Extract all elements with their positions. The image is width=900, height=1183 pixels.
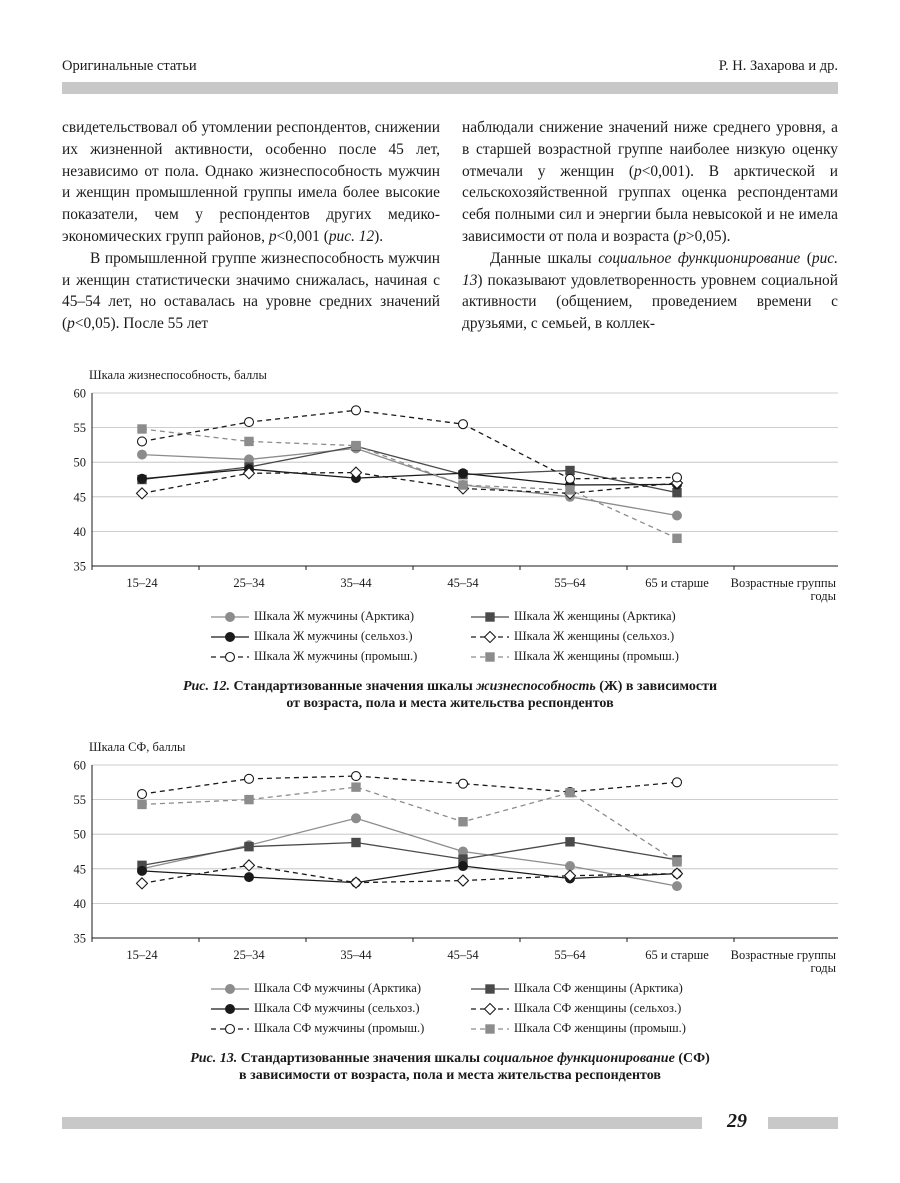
- data-point: [138, 866, 147, 875]
- legend-swatch: [470, 648, 510, 666]
- legend-marker: [226, 1005, 235, 1014]
- footer-rule-right: [768, 1117, 838, 1129]
- y-tick-label: 35: [73, 559, 86, 574]
- x-tick-label: 45–54: [447, 576, 479, 590]
- x-tick-label: 25–34: [233, 576, 265, 590]
- data-point: [245, 842, 253, 850]
- figure-12-caption: Рис. 12. Стандартизованные значения шкалы жизнеспособность (Ж) в зависимости от возраста, пола и места жительства респондентов: [182, 679, 718, 711]
- x-tick-label: 55–64: [554, 576, 586, 590]
- legend-swatch: [470, 1020, 510, 1038]
- y-tick-label: 60: [73, 758, 86, 773]
- y-tick-label: 55: [73, 421, 86, 436]
- legend-swatch: [210, 648, 250, 666]
- series-line: [142, 842, 677, 866]
- legend-swatch: [210, 980, 250, 998]
- data-point: [245, 873, 254, 882]
- text-column-right: [462, 117, 838, 335]
- data-point: [673, 858, 681, 866]
- legend-marker: [486, 653, 494, 661]
- legend-label: Шкала Ж мужчины (Арктика): [254, 609, 414, 623]
- y-tick-label: 60: [73, 386, 86, 401]
- legend-swatch: [470, 1000, 510, 1018]
- series-line: [142, 469, 677, 485]
- legend-marker: [226, 985, 235, 994]
- x-tick-label: 15–24: [126, 576, 158, 590]
- header-rule: [62, 82, 838, 94]
- legend-label: Шкала Ж мужчины (сельхоз.): [254, 629, 413, 643]
- data-point: [352, 772, 361, 781]
- data-point: [138, 450, 147, 459]
- data-point: [672, 868, 683, 879]
- y-tick-label: 50: [73, 455, 86, 470]
- data-point: [459, 862, 468, 871]
- data-point: [673, 534, 681, 542]
- legend-marker: [486, 985, 494, 993]
- y-tick-label: 40: [73, 524, 86, 539]
- data-point: [245, 774, 254, 783]
- data-point: [352, 838, 360, 846]
- series-line: [142, 448, 677, 515]
- legend-swatch: [470, 608, 510, 626]
- chart-vitality-legend: [0, 608, 900, 668]
- legend-marker: [486, 1025, 494, 1033]
- data-point: [245, 437, 253, 445]
- running-header: [62, 58, 838, 80]
- authors: Р. Н. Захарова и др.: [718, 58, 838, 74]
- legend-label: Шкала СФ женщины (Арктика): [514, 981, 683, 995]
- paragraph: свидетельствовал об утомлении респондентов, снижении их жизненной активности, особенно после 45 лет, независимо от пола. Однако жизнеспособность мужчин и женщин промышленной группы имела более высокие показатели, чем у респондентов других медико-экономических групп районов, p<0,001 (рис. 12).: [62, 119, 440, 245]
- figure-13-caption: Рис. 13. Стандартизованные значения шкалы социальное функционирование (СФ) в зависимости от возраста, пола и места жительства респондентов: [190, 1051, 710, 1083]
- x-tick-label: 55–64: [554, 948, 586, 962]
- legend-label: Шкала СФ мужчины (сельхоз.): [254, 1001, 420, 1015]
- footer-rule-left: [62, 1117, 702, 1129]
- page-number: 29: [727, 1110, 747, 1132]
- data-point: [673, 488, 681, 496]
- y-axis-label: Шкала жизнеспособность, баллы: [89, 368, 267, 382]
- data-point: [566, 486, 574, 494]
- data-point: [566, 474, 575, 483]
- paragraph: Данные шкалы социальное функционирование (рис. 13) показывают удовлетворенность уровнем социальной активности (общением, проведением времени с друзьями, с семьей, в коллек-: [462, 249, 838, 333]
- legend-swatch: [210, 628, 250, 646]
- section-title: Оригинальные статьи: [62, 58, 197, 74]
- y-tick-label: 55: [73, 793, 86, 808]
- series-line: [142, 410, 677, 479]
- x-tick-label: 65 и старше: [645, 576, 709, 590]
- y-tick-label: 45: [73, 862, 86, 877]
- legend-swatch: [210, 1000, 250, 1018]
- data-point: [138, 425, 146, 433]
- legend-label: Шкала Ж мужчины (промыш.): [254, 649, 418, 663]
- data-point: [352, 406, 361, 415]
- data-point: [459, 779, 468, 788]
- data-point: [566, 862, 575, 871]
- chart-social-functioning-plot: [0, 732, 900, 982]
- data-point: [458, 875, 469, 886]
- y-tick-label: 50: [73, 827, 86, 842]
- data-point: [138, 790, 147, 799]
- legend-marker: [486, 613, 494, 621]
- data-point: [245, 795, 253, 803]
- legend-swatch: [470, 628, 510, 646]
- legend-label: Шкала Ж женщины (промыш.): [514, 649, 679, 663]
- data-point: [352, 441, 360, 449]
- x-axis-label-unit: годы: [810, 589, 836, 603]
- text-column-left: [62, 117, 440, 335]
- x-axis-label: Возрастные группы: [730, 948, 836, 962]
- data-point: [351, 877, 362, 888]
- data-point: [138, 474, 147, 483]
- chart-social-functioning-legend: [0, 980, 900, 1040]
- y-tick-label: 40: [73, 896, 86, 911]
- data-point: [673, 473, 682, 482]
- data-point: [352, 814, 361, 823]
- data-point: [138, 800, 146, 808]
- x-tick-label: 35–44: [340, 576, 372, 590]
- legend-marker: [226, 653, 235, 662]
- data-point: [673, 882, 682, 891]
- legend-marker: [226, 633, 235, 642]
- legend-label: Шкала СФ женщины (сельхоз.): [514, 1001, 682, 1015]
- legend-marker: [485, 1004, 496, 1015]
- legend-swatch: [470, 980, 510, 998]
- paragraph: наблюдали снижение значений ниже среднего уровня, а в старшей возрастной группе наиболее низкую оценку отмечали у женщин (p<0,001). В арктической и сельскохозяйственной группах оценка респондентами себя полными сил и энергии была невысокой и не имела зависимости от пола и возраста (p>0,05).: [462, 119, 838, 245]
- y-axis-label: Шкала СФ, баллы: [89, 740, 186, 754]
- legend-marker: [226, 1025, 235, 1034]
- legend-marker: [226, 613, 235, 622]
- data-point: [459, 818, 467, 826]
- data-point: [566, 838, 574, 846]
- x-tick-label: 15–24: [126, 948, 158, 962]
- data-point: [352, 783, 360, 791]
- legend-label: Шкала Ж женщины (сельхоз.): [514, 629, 675, 643]
- data-point: [673, 778, 682, 787]
- chart-vitality: [0, 360, 900, 670]
- legend-label: Шкала СФ мужчины (Арктика): [254, 981, 422, 995]
- data-point: [566, 788, 574, 796]
- data-point: [138, 437, 147, 446]
- paragraph: В промышленной группе жизнеспособность мужчин и женщин статистически значимо снижалась, начиная с 45–54 лет, но оставалась на уровне средних значений (p<0,05). После 55 лет: [62, 249, 440, 333]
- series-line: [142, 446, 677, 492]
- series-line: [142, 776, 677, 794]
- x-tick-label: 65 и старше: [645, 948, 709, 962]
- legend-label: Шкала СФ мужчины (промыш.): [254, 1021, 425, 1035]
- x-tick-label: 35–44: [340, 948, 372, 962]
- y-tick-label: 45: [73, 490, 86, 505]
- x-tick-label: 45–54: [447, 948, 479, 962]
- chart-social-functioning: [0, 732, 900, 1042]
- legend-marker: [485, 632, 496, 643]
- data-point: [673, 511, 682, 520]
- data-point: [459, 420, 468, 429]
- legend-swatch: [210, 1020, 250, 1038]
- series-line: [142, 429, 677, 538]
- data-point: [137, 878, 148, 889]
- data-point: [566, 466, 574, 474]
- x-axis-label-unit: годы: [810, 961, 836, 975]
- x-axis-label: Возрастные группы: [730, 576, 836, 590]
- legend-label: Шкала СФ женщины (промыш.): [514, 1021, 686, 1035]
- chart-vitality-plot: [0, 360, 900, 610]
- legend-label: Шкала Ж женщины (Арктика): [514, 609, 676, 623]
- legend-swatch: [210, 608, 250, 626]
- data-point: [459, 469, 468, 478]
- x-tick-label: 25–34: [233, 948, 265, 962]
- data-point: [245, 418, 254, 427]
- y-tick-label: 35: [73, 931, 86, 946]
- data-point: [459, 481, 467, 489]
